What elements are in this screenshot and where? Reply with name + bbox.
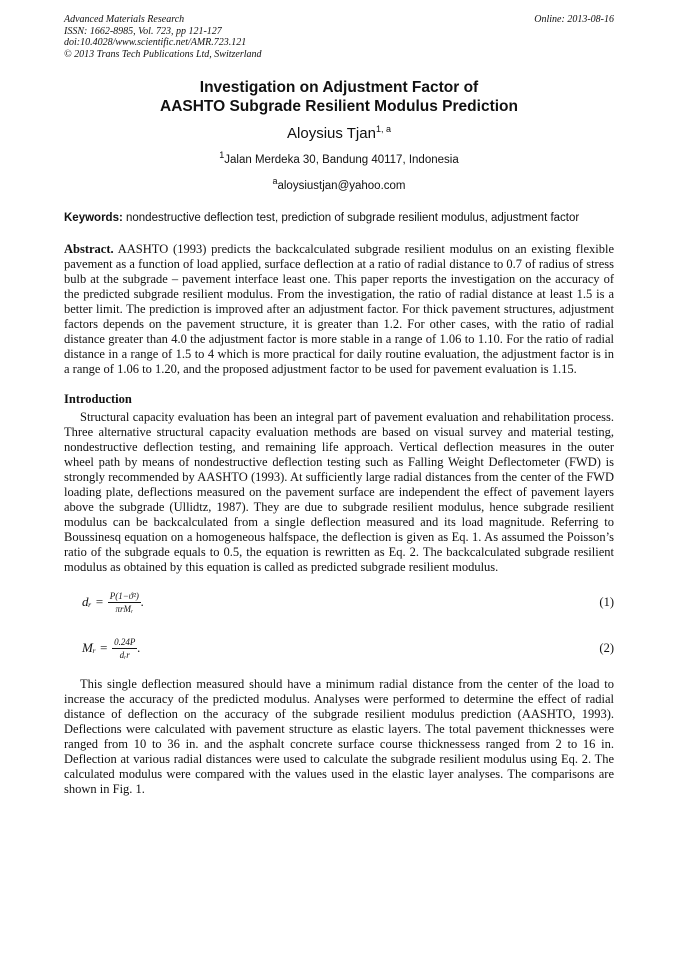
email xyxy=(64,174,614,193)
equation-1-fraction xyxy=(108,591,141,614)
doi: doi:10.4028/www.scientific.net/AMR.723.121 xyxy=(64,37,247,48)
author-sup: 1, a xyxy=(375,124,391,134)
title-line-2: AASHTO Subgrade Resilient Modulus Prediction xyxy=(160,98,518,115)
journal-header xyxy=(64,14,614,60)
online-date: Online: 2013-08-16 xyxy=(534,14,614,25)
author-name: Aloysius Tjan xyxy=(287,125,376,142)
author xyxy=(64,120,614,143)
paper-page xyxy=(64,14,614,797)
affiliation xyxy=(64,148,614,167)
equation-2-numerator: 0.24P xyxy=(114,636,136,647)
title-line-1: Investigation on Adjustment Factor of xyxy=(199,79,479,96)
issn: ISSN: 1662-8985, Vol. 723, pp 121-127 xyxy=(64,25,222,37)
introduction-paragraph-1: Structural capacity evaluation has been an integral part of pavement evaluation and rehabilitation process. Three alternative structural capacity evaluation methods are based on visual survey and material testing, nondestructive deflection testing, and remaining life approach. Vertical deflection measures in the outer wheel path by means of nondestructive deflection testing such as Falling Weight Deflectometer (FWD) is strongly recommended by AASHTO (1993). At sufficiently large radial distances from the center of the FWD loading plate, deflections measured on the pavement surface are independent the effect of pavement layers above the subgrade (Ullidtz, 1987). They are due to subgrade resilient modulus, hence subgrade resilient modulus can be backcalculated from a single deflection measured and its load magnitude. Referring to Boussinesq equation on a homogeneous halfspace, the deflection is given as Eq. 1. As assumed the Poisson’s ratio of the subgrade equals to 0.5, the equation is rewritten as Eq. 2. The backcalculated subgrade resilient modulus as obtained by this equation is called as predicted subgrade resilient modulus. xyxy=(64,410,614,575)
equation-1-lhs: dᵣ = xyxy=(82,594,104,610)
abstract-text: AASHTO (1993) predicts the backcalculated subgrade resilient modulus on an existing flexible pavement as a function of load applied, surface deflection at a ratio of radial distance to 0.7 of radius of stress bulb at the subgrade – pavement interface least one. This paper reports the investigation on the accuracy of the predicted subgrade resilient modulus. From the investigation, the ratio of radial distance at least 1.5 is a better limit. The prediction is improved after an adjustment factor. For thick pavement structures, adjustment factors depends on the pavement structure, it is greater than 1.2. For other cases, with the ratio of radial distance greater than 4.0 the adjustment factor is more stable in a range of 1.06 to 1.10. For the ratio of radial distance in a range of 1.5 to 4 which is more practical for daily routine evaluation, the adjustment factor is in a range of 1.06 to 1.20, and the proposed adjustment factor to be used for pavement evaluation is 1.15. xyxy=(64,242,614,377)
equation-2-tail: . xyxy=(137,640,141,656)
equation-1-numerator: P(1−ϑ²) xyxy=(109,590,139,601)
equation-2-number: (2) xyxy=(599,641,614,656)
email-sup: a xyxy=(272,175,278,186)
abstract xyxy=(64,242,614,377)
equation-1-number: (1) xyxy=(599,595,614,610)
abstract-label: Abstract. xyxy=(64,242,114,257)
equation-1-tail: . xyxy=(140,594,145,610)
equation-2 xyxy=(64,629,614,667)
email-text: aloysiustjan@yahoo.com xyxy=(277,179,406,192)
keywords xyxy=(64,211,614,226)
keywords-text: nondestructive deflection test, prediction of subgrade resilient modulus, adjustment factor xyxy=(122,211,580,224)
affiliation-sup: 1 xyxy=(219,150,225,160)
equation-2-lhs: Mᵣ = xyxy=(82,640,109,656)
keywords-label: Keywords: xyxy=(64,211,123,224)
equation-2-fraction xyxy=(112,637,137,660)
section-heading-introduction: Introduction xyxy=(64,392,132,407)
affiliation-text: Jalan Merdeka 30, Bandung 40117, Indonesia xyxy=(224,153,459,166)
equation-1-denominator: πrMᵣ xyxy=(115,603,134,614)
introduction-paragraph-2: This single deflection measured should have a minimum radial distance from the center of the load to increase the accuracy of the predicted modulus. Analyses were performed to determine the effect of radial distance of deflection on the accuracy of the subgrade resilient modulus prediction (AASHTO, 1993). Deflections were calculated with pavement structure as elastic layers. The total pavement thicknesses were ranged from 10 to 36 in. and the asphalt concrete surface course thicknessess ranged from 2 to 16 in. Deflection at various radial distances were used to calculate the subgrade resilient modulus using Eq. 2. The calculated modulus were compared with the values used in the elastic layer analyses. The comparisons are shown in Fig. 1. xyxy=(64,677,614,797)
journal-name: Advanced Materials Research xyxy=(64,14,185,25)
paper-title xyxy=(64,78,614,116)
copyright: © 2013 Trans Tech Publications Ltd, Switzerland xyxy=(64,48,262,60)
equation-1 xyxy=(64,583,614,621)
equation-2-denominator: dᵣr xyxy=(119,649,130,660)
